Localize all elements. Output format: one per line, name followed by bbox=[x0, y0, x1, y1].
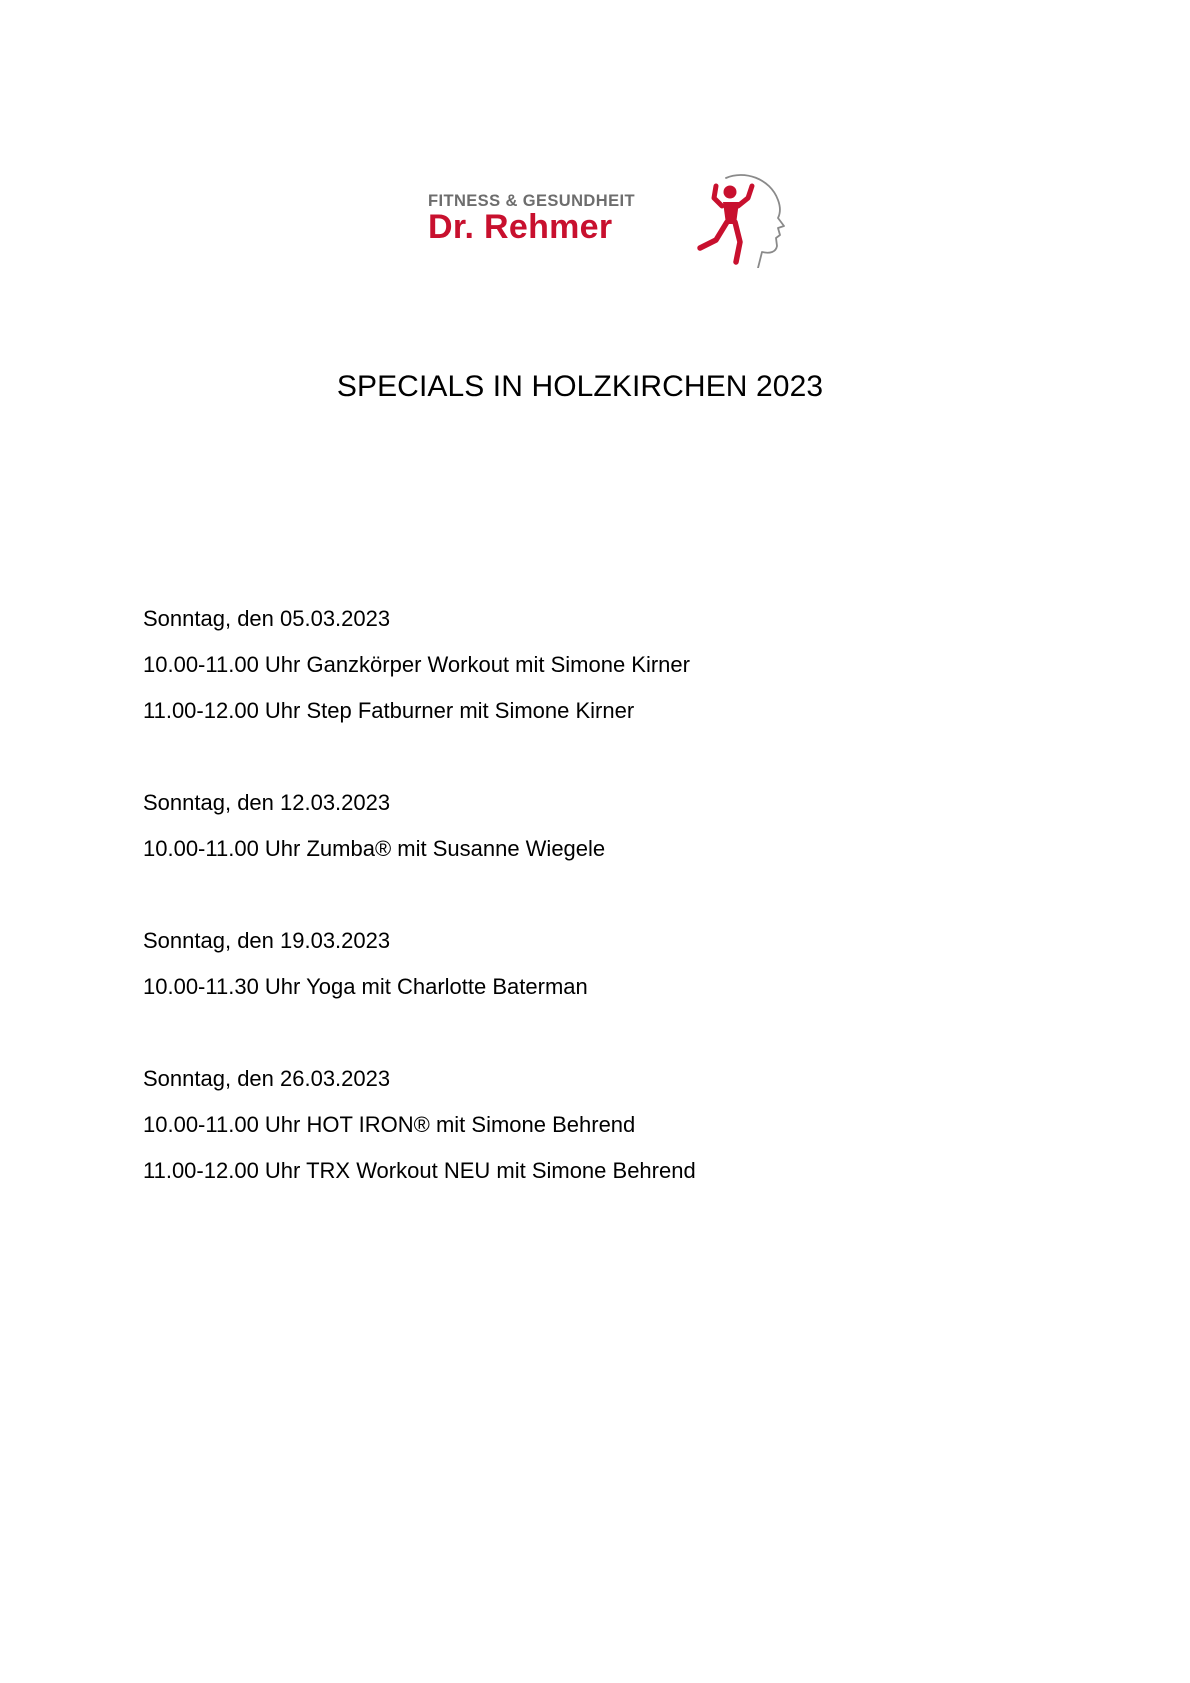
schedule-day bbox=[143, 928, 1143, 1020]
brand-logo bbox=[428, 172, 788, 268]
logo-tagline: FITNESS & GESUNDHEIT bbox=[428, 192, 635, 210]
schedule-day bbox=[143, 1066, 1143, 1204]
page-title: SPECIALS IN HOLZKIRCHEN 2023 bbox=[336, 370, 824, 403]
schedule-day bbox=[143, 606, 1143, 744]
day-date: Sonntag, den 12.03.2023 bbox=[143, 790, 391, 815]
session-entry: 10.00-11.00 Uhr Ganzkörper Workout mit Simone Kirner bbox=[143, 652, 690, 677]
session-entry: 11.00-12.00 Uhr TRX Workout NEU mit Simone Behrend bbox=[143, 1158, 696, 1183]
session-entry: 11.00-12.00 Uhr Step Fatburner mit Simone Kirner bbox=[143, 698, 635, 723]
figure-in-head-icon bbox=[692, 172, 788, 268]
session-entry: 10.00-11.00 Uhr HOT IRON® mit Simone Behrend bbox=[143, 1112, 636, 1137]
schedule-list bbox=[143, 606, 1143, 1250]
session-entry: 10.00-11.00 Uhr Zumba® mit Susanne Wiegele bbox=[143, 836, 606, 861]
day-date: Sonntag, den 05.03.2023 bbox=[143, 606, 391, 631]
day-date: Sonntag, den 26.03.2023 bbox=[143, 1066, 391, 1091]
session-entry: 10.00-11.30 Uhr Yoga mit Charlotte Baterman bbox=[143, 974, 588, 999]
logo-name: Dr. Rehmer bbox=[428, 208, 613, 246]
day-date: Sonntag, den 19.03.2023 bbox=[143, 928, 391, 953]
schedule-day bbox=[143, 790, 1143, 882]
